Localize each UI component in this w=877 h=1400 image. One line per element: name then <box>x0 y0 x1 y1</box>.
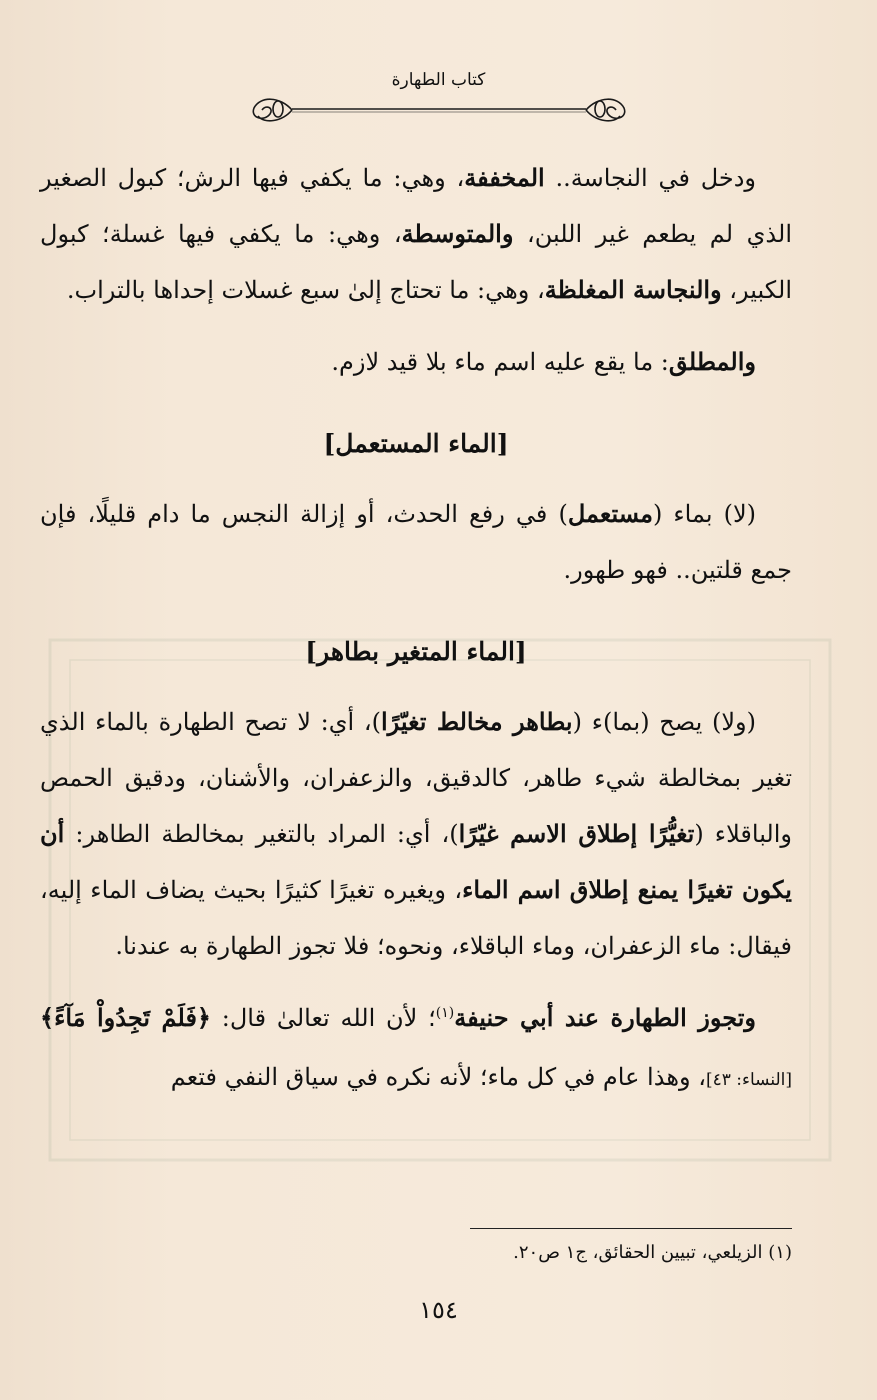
paragraph-mutlaq <box>40 334 792 390</box>
paragraph-mutaghayyir <box>40 694 792 974</box>
text-run: ، وهذا عام في كل ماء؛ لأنه نكره في سياق النفي فتعم <box>170 1063 706 1091</box>
term-abu-hanifa: وتجوز الطهارة عند أبي حنيفة <box>454 1003 756 1032</box>
paragraph-najasa-types <box>40 150 792 318</box>
term-mughallaza: والنجاسة المغلظة <box>544 275 722 304</box>
text-run: : ما يقع عليه اسم ماء بلا قيد لازم. <box>331 348 669 376</box>
section-heading-wrap <box>40 416 792 472</box>
text-run: (لا) بماء ( <box>652 500 757 528</box>
quran-reference: [النساء: ٤٣] <box>705 1070 792 1090</box>
term-mutlaq: والمطلق <box>668 347 756 376</box>
text-run: (ولا) يصح (بما)ء ( <box>572 708 757 736</box>
text-run: ، ويغيره تغيرًا كثيرًا بحيث يضاف الماء إليه، فيقال: ماء الزعفران، وماء الباقلاء، ونحوه؛ فلا تجوز الطهارة به عندنا. <box>40 876 792 960</box>
text-run: ، وهي: ما يكفي فيها الرش؛ كبول الصغير الذي لم يطعم غير اللبن، <box>40 164 792 248</box>
header-ornament-icon <box>244 92 634 126</box>
text-run: ) في رفع الحدث، أو إزالة النجس ما دام قليلًا، فإن جمع قلتين.. فهو طهور. <box>40 500 792 584</box>
text-run: )، أي: لا تصح الطهارة بالماء الذي تغير بمخالطة شيء طاهر، كالدقيق، والزعفران، والأشنان، ودقيق الحمص والباقلاء ( <box>40 708 793 848</box>
running-title: كتاب الطهارة <box>391 70 486 90</box>
section-heading-wrap <box>40 624 792 680</box>
text-run: ودخل في النجاسة.. <box>544 164 756 192</box>
term-mustamal: مستعمل <box>567 499 653 528</box>
quran-quote: ﴿فَلَمْ تَجِدُواْ مَآءً﴾ <box>40 1003 211 1032</box>
term-mukhaffafa: المخففة <box>464 163 545 192</box>
paragraph-mustamal <box>40 486 792 598</box>
page-header <box>0 70 877 126</box>
term-mutawassita: والمتوسطة <box>401 219 514 248</box>
term-definition: أن يكون تغيرًا يمنع إطلاق اسم الماء <box>40 819 792 904</box>
term-taghayyur: تغيُّرًا إطلاق الاسم غيّرًا <box>458 819 695 848</box>
footnote-divider <box>470 1228 792 1229</box>
text-run: )، أي: المراد بالتغير بمخالطة الطاهر: <box>64 820 459 848</box>
page-body <box>40 150 792 1108</box>
footnote-marker[interactable]: (١) <box>435 1005 455 1021</box>
section-heading-mustamal: [الماء المستعمل] <box>323 429 509 458</box>
text-run: ، وهي: ما يكفي فيها غسلة؛ كبول الكبير، <box>40 220 792 304</box>
footnote: (١) الزيلعي، تبيين الحقائق، ج١ ص٢٠. <box>513 1242 792 1263</box>
text-run: ؛ لأن الله تعالىٰ قال: <box>210 1004 436 1032</box>
section-heading-mutaghayyir: [الماء المتغير بطاهر] <box>305 637 527 666</box>
text-run: ، وهي: ما تحتاج إلىٰ سبع غسلات إحداها بالتراب. <box>66 276 545 304</box>
paragraph-abu-hanifa <box>40 990 792 1108</box>
term-bitahir: بطاهر مخالط تغيّرًا <box>380 707 573 736</box>
page-number: ١٥٤ <box>419 1296 458 1324</box>
